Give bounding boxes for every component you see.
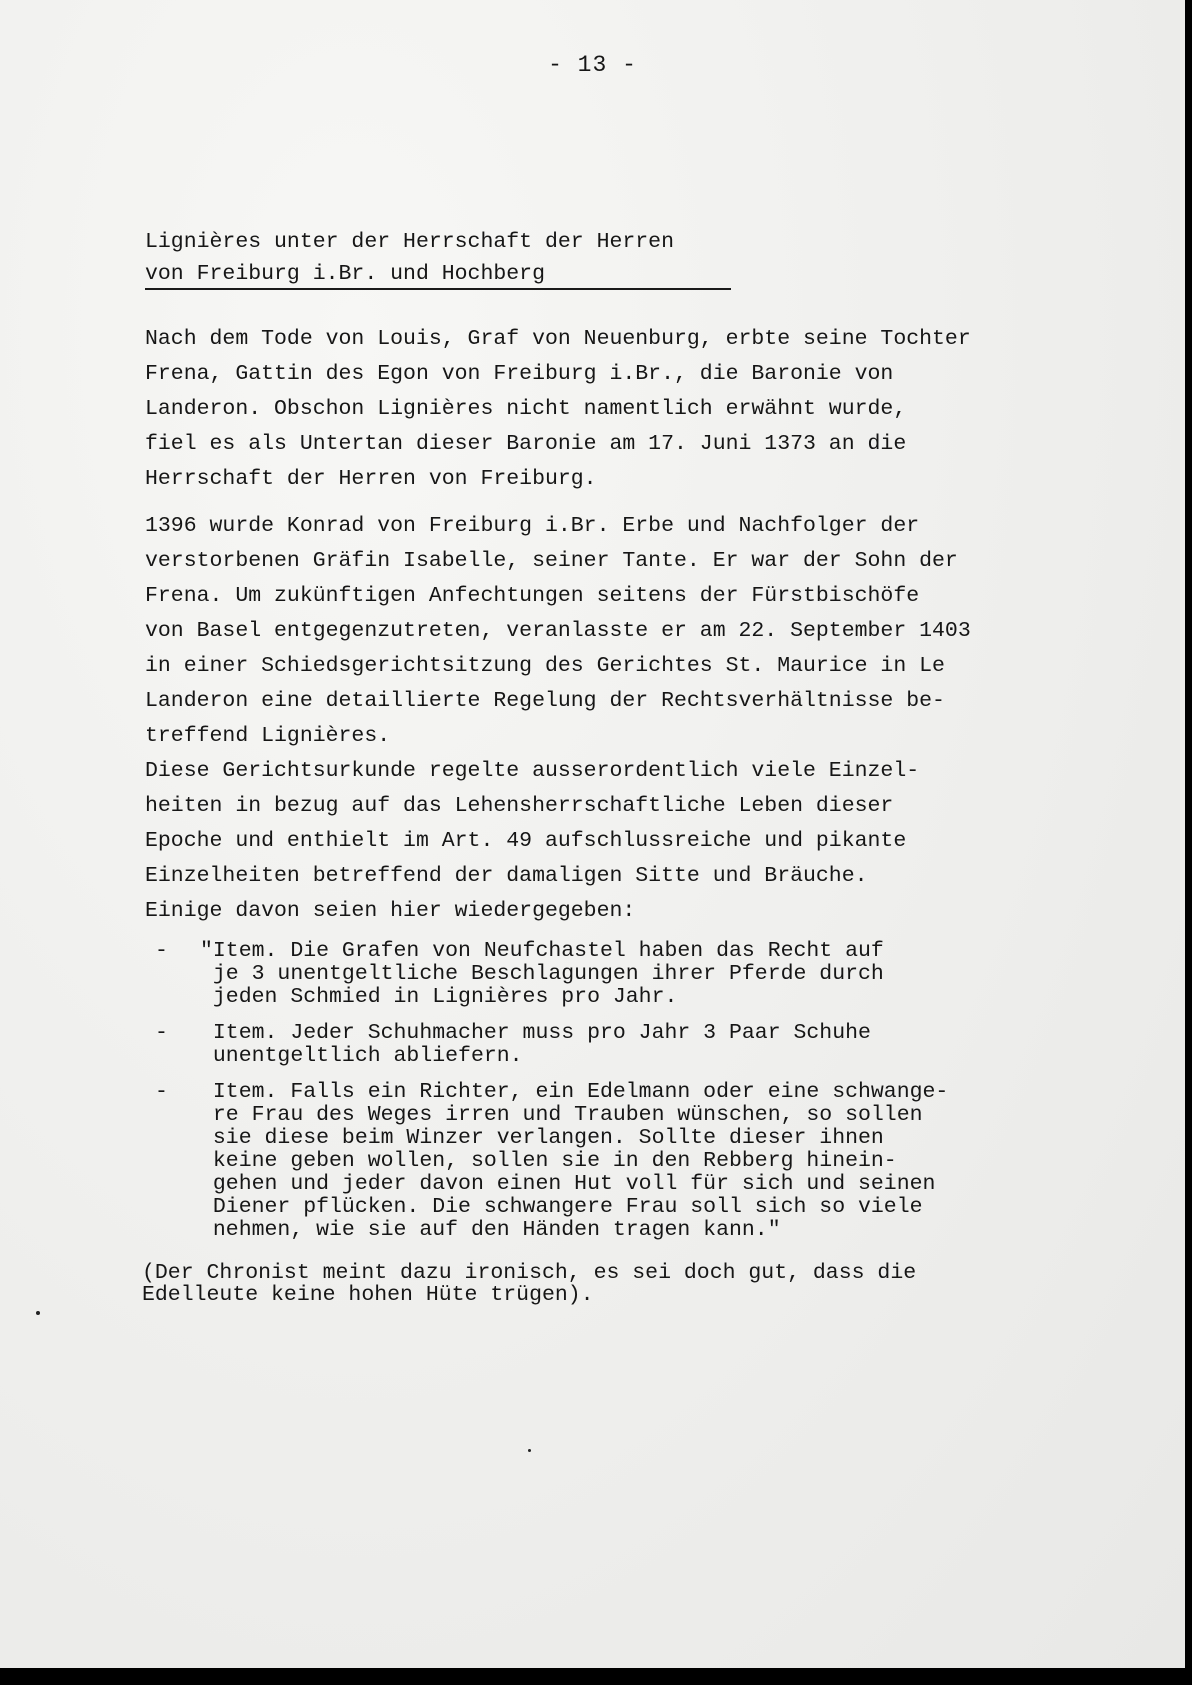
quote-item <box>145 1022 1045 1068</box>
list-dash: - <box>155 939 168 963</box>
paper-speck <box>528 1449 531 1452</box>
heading-underline <box>145 288 731 290</box>
quote-item <box>145 1081 1045 1242</box>
list-dash: - <box>155 1080 168 1104</box>
quote-item <box>145 940 1045 1009</box>
chronicler-note: (Der Chronist meint dazu ironisch, es sei doch gut, dass die Edelleute keine hohen Hüte trügen). <box>142 1261 917 1307</box>
page-number: - 13 - <box>548 52 637 78</box>
heading-line-1: Lignières unter der Herrschaft der Herren <box>145 230 674 254</box>
heading-line-2: von Freiburg i.Br. und Hochberg <box>145 262 545 286</box>
paragraph-2: 1396 wurde Konrad von Freiburg i.Br. Erbe und Nachfolger der verstorbenen Gräfin Isabelle, seiner Tante. Er war der Sohn der Frena. Um zukünftigen Anfechtungen seitens der Fürstbischöfe von Basel entgegenzutreten, veranlasste er am 22. September 1403 in einer Schiedsgerichtsitzung des Gerichtes St. Maurice in Le Landeron eine detaillierte Regelung der Rechtsverhältnisse be- treffend Lignières. Diese Gerichtsurkunde regelte ausserordentlich viele Einzel- heiten in bezug auf das Lehensherrschaftliche Leben dieser Epoche und enthielt im Art. 49 aufschlussreiche und pikante Einzelheiten betreffend der damaligen Sitte und Bräuche. Einige davon seien hier wiedergegeben: <box>145 514 971 923</box>
quote-text: "Item. Die Grafen von Neufchastel haben das Recht auf je 3 unentgeltliche Beschlagungen ihrer Pferde durch jeden Schmied in Lignières pro Jahr. <box>200 939 884 1009</box>
section-heading <box>145 226 674 290</box>
list-dash: - <box>155 1021 168 1045</box>
quote-list <box>145 940 1045 1255</box>
quote-text: Item. Falls ein Richter, ein Edelmann oder eine schwange- re Frau des Weges irren und Trauben wünschen, so sollen sie diese beim Winzer verlangen. Sollte dieser ihnen keine geben wollen, sollen sie in den Rebberg hinein- gehen und jeder davon einen Hut voll für sich und seinen Diener pflücken. Die schwangere Frau soll sich so viele nehmen, wie sie auf den Händen tragen kann." <box>212 1080 949 1242</box>
paragraph-1: Nach dem Tode von Louis, Graf von Neuenburg, erbte seine Tochter Frena, Gattin des Egon von Freiburg i.Br., die Baronie von Landeron. Obschon Lignières nicht namentlich erwähnt wurde, fiel es als Untertan dieser Baronie am 17. Juni 1373 an die Herrschaft der Herren von Freiburg. <box>145 327 971 491</box>
quote-text: Item. Jeder Schuhmacher muss pro Jahr 3 Paar Schuhe unentgeltlich abliefern. <box>212 1021 871 1068</box>
paper-speck <box>36 1311 40 1315</box>
